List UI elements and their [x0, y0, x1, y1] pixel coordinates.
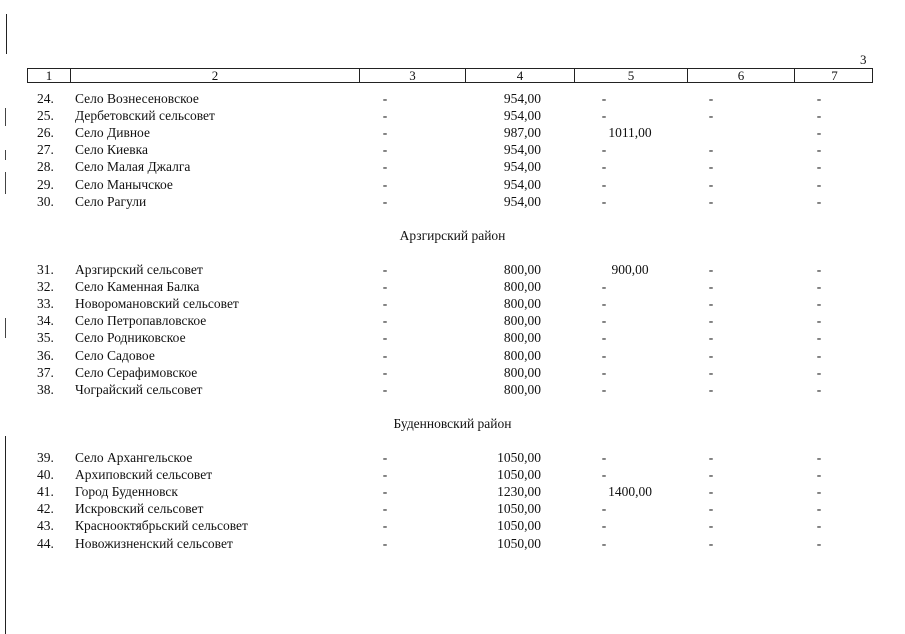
col4-value: 1050,00 [497, 535, 541, 551]
col7-value: - [816, 467, 822, 483]
settlement-name: Искровский сельсовет [75, 501, 204, 517]
row-number: 30. [37, 193, 54, 209]
settlement-name: Архиповский сельсовет [75, 467, 213, 483]
table-row [0, 500, 905, 517]
col6-value: - [708, 91, 714, 106]
row-number: 41. [37, 484, 54, 500]
binding-margin-mark [5, 318, 6, 338]
col3-value: - [382, 313, 388, 329]
table-header [27, 68, 873, 83]
table-row [0, 364, 905, 381]
row-number: 39. [37, 450, 54, 465]
settlement-name: Село Родниковское [75, 330, 186, 346]
col4-value: 1050,00 [497, 450, 541, 465]
col6-value: - [708, 535, 714, 551]
row-number: 42. [37, 501, 54, 517]
header-col-6: 6 [687, 69, 794, 82]
settlement-name: Село Малая Джалга [75, 159, 191, 175]
col3-value: - [382, 176, 388, 192]
col4-value: 1230,00 [497, 484, 541, 500]
table-row [0, 261, 905, 278]
col5-value: 1400,00 [608, 484, 652, 500]
settlement-name: Дербетовский сельсовет [75, 108, 215, 124]
row-number: 26. [37, 125, 54, 141]
binding-margin-mark [5, 172, 6, 194]
col4-value: 1050,00 [497, 501, 541, 517]
col6-value: - [708, 142, 714, 158]
settlement-name: Село Вознесеновское [75, 91, 199, 106]
settlement-name: Село Серафимовское [75, 364, 198, 380]
col6-value: - [708, 279, 714, 295]
col6-value: - [708, 159, 714, 175]
row-number: 32. [37, 279, 54, 295]
table-row [0, 517, 905, 534]
col4-value: 954,00 [503, 108, 541, 124]
col5-value: - [601, 535, 607, 551]
col5-value: - [601, 279, 607, 295]
col7-value: - [816, 91, 822, 106]
header-col-7: 7 [794, 69, 874, 82]
col3-value: - [382, 467, 388, 483]
table-row [0, 449, 905, 466]
col3-value: - [382, 193, 388, 209]
settlement-name: Село Дивное [75, 125, 150, 141]
col3-value: - [382, 381, 388, 397]
row-number: 38. [37, 381, 54, 397]
table-row [0, 329, 905, 346]
col6-value: - [708, 364, 714, 380]
col4-value: 800,00 [503, 330, 541, 346]
col6-value: - [708, 467, 714, 483]
row-number: 34. [37, 313, 54, 329]
table-row [0, 295, 905, 312]
col4-value: 800,00 [503, 296, 541, 312]
row-number: 37. [37, 364, 54, 380]
settlement-name: Новоромановский сельсовет [75, 296, 239, 312]
col4-value: 954,00 [503, 176, 541, 192]
table-row [0, 141, 905, 158]
col4-value: 954,00 [503, 159, 541, 175]
col3-value: - [382, 142, 388, 158]
table-row [0, 381, 905, 398]
header-col-1: 1 [45, 68, 53, 83]
col5-value: 1011,00 [608, 125, 652, 141]
col4-value: 800,00 [503, 347, 541, 363]
row-number: 25. [37, 108, 54, 124]
settlement-name: Краснооктябрьский сельсовет [75, 518, 248, 534]
col3-value: - [382, 501, 388, 517]
col3-value: - [382, 91, 388, 106]
table-row [0, 124, 905, 141]
col3-value: - [382, 108, 388, 124]
col6-value: - [708, 193, 714, 209]
col3-value: - [382, 279, 388, 295]
binding-margin-mark [5, 150, 6, 160]
col7-value: - [816, 159, 822, 175]
row-number: 43. [37, 518, 54, 534]
col7-value: - [816, 296, 822, 312]
col5-value: - [601, 381, 607, 397]
col7-value: - [816, 364, 822, 380]
col6-value: - [708, 296, 714, 312]
district-heading: Буденновский район [393, 416, 512, 431]
settlement-name: Арзгирский сельсовет [75, 262, 203, 277]
table-row [0, 347, 905, 364]
col5-value: - [601, 450, 607, 465]
col4-value: 954,00 [503, 193, 541, 209]
settlement-name: Село Киевка [75, 142, 148, 158]
col7-value: - [816, 501, 822, 517]
settlement-name: Село Манычское [75, 176, 173, 192]
settlement-name: Село Садовое [75, 347, 155, 363]
col4-value: 800,00 [503, 364, 541, 380]
col5-value: - [601, 159, 607, 175]
table-row [0, 193, 905, 210]
col3-value: - [382, 296, 388, 312]
col5-value: - [601, 176, 607, 192]
col4-value: 1050,00 [497, 467, 541, 483]
col6-value: - [708, 501, 714, 517]
col5-value: - [601, 330, 607, 346]
settlement-name: Село Петропавловское [75, 313, 207, 329]
col3-value: - [382, 330, 388, 346]
col6-value: - [708, 347, 714, 363]
col5-value: - [601, 364, 607, 380]
col4-value: 800,00 [503, 262, 541, 277]
settlement-name: Село Рагули [75, 193, 147, 209]
table-row [0, 312, 905, 329]
col3-value: - [382, 518, 388, 534]
col3-value: - [382, 125, 388, 141]
col5-value: - [601, 296, 607, 312]
col5-value: - [601, 91, 607, 106]
settlement-name: Село Каменная Балка [75, 279, 200, 295]
col5-value: - [601, 313, 607, 329]
row-number: 40. [37, 467, 54, 483]
col3-value: - [382, 159, 388, 175]
header-col-4: 4 [465, 69, 574, 82]
settlement-name: Чограйский сельсовет [75, 381, 203, 397]
col7-value: - [816, 176, 822, 192]
col7-value: - [816, 484, 822, 500]
col3-value: - [382, 450, 388, 465]
table-row [0, 176, 905, 193]
col7-value: - [816, 193, 822, 209]
col5-value: - [601, 501, 607, 517]
col6-value: - [708, 313, 714, 329]
col3-value: - [382, 484, 388, 500]
col6-value: - [708, 176, 714, 192]
col5-value: 900,00 [611, 262, 649, 277]
col7-value: - [816, 125, 822, 141]
col7-value: - [816, 535, 822, 551]
col4-value: 954,00 [503, 142, 541, 158]
col7-value: - [816, 142, 822, 158]
col7-value: - [816, 381, 822, 397]
col6-value: - [708, 108, 714, 124]
col5-value: - [601, 518, 607, 534]
table-row [0, 535, 905, 552]
row-number: 29. [37, 176, 54, 192]
col7-value: - [816, 108, 822, 124]
col7-value: - [816, 347, 822, 363]
header-col-5: 5 [574, 69, 687, 82]
col7-value: - [816, 279, 822, 295]
binding-margin-line [6, 14, 7, 54]
col3-value: - [382, 262, 388, 277]
settlement-name: Город Буденновск [75, 484, 178, 500]
table-row [0, 158, 905, 175]
row-number: 44. [37, 535, 54, 551]
row-number: 36. [37, 347, 54, 363]
row-number: 28. [37, 159, 54, 175]
col5-value: - [601, 467, 607, 483]
table-row [0, 107, 905, 124]
col6-value: - [708, 518, 714, 534]
table-row [0, 483, 905, 500]
binding-margin-mark [5, 108, 6, 126]
col5-value: - [601, 108, 607, 124]
col3-value: - [382, 347, 388, 363]
page-number: 3 [860, 52, 867, 67]
col3-value: - [382, 364, 388, 380]
col7-value: - [816, 313, 822, 329]
col7-value: - [816, 262, 822, 277]
col4-value: 800,00 [503, 381, 541, 397]
col4-value: 800,00 [503, 279, 541, 295]
col5-value: - [601, 142, 607, 158]
row-number: 33. [37, 296, 54, 312]
header-col-2: 2 [70, 69, 359, 82]
col5-value: - [601, 193, 607, 209]
col4-value: 987,00 [503, 125, 541, 141]
row-number: 35. [37, 330, 54, 346]
settlement-name: Село Архангельское [75, 450, 193, 465]
col4-value: 1050,00 [497, 518, 541, 534]
binding-margin-line [5, 436, 6, 634]
col5-value: - [601, 347, 607, 363]
row-number: 27. [37, 142, 54, 158]
col7-value: - [816, 518, 822, 534]
col6-value: - [708, 262, 714, 277]
table-row [0, 90, 905, 107]
col6-value: - [708, 330, 714, 346]
table-row [0, 466, 905, 483]
col6-value: - [708, 381, 714, 397]
row-number: 24. [37, 91, 54, 106]
header-col-3: 3 [359, 69, 465, 82]
table-row [0, 278, 905, 295]
col3-value: - [382, 535, 388, 551]
col6-value: - [708, 484, 714, 500]
settlement-name: Новожизненский сельсовет [75, 535, 233, 551]
col7-value: - [816, 330, 822, 346]
col4-value: 954,00 [503, 91, 541, 106]
row-number: 31. [37, 262, 54, 277]
district-heading: Арзгирский район [399, 228, 506, 243]
col4-value: 800,00 [503, 313, 541, 329]
col7-value: - [816, 450, 822, 465]
col6-value: - [708, 450, 714, 465]
